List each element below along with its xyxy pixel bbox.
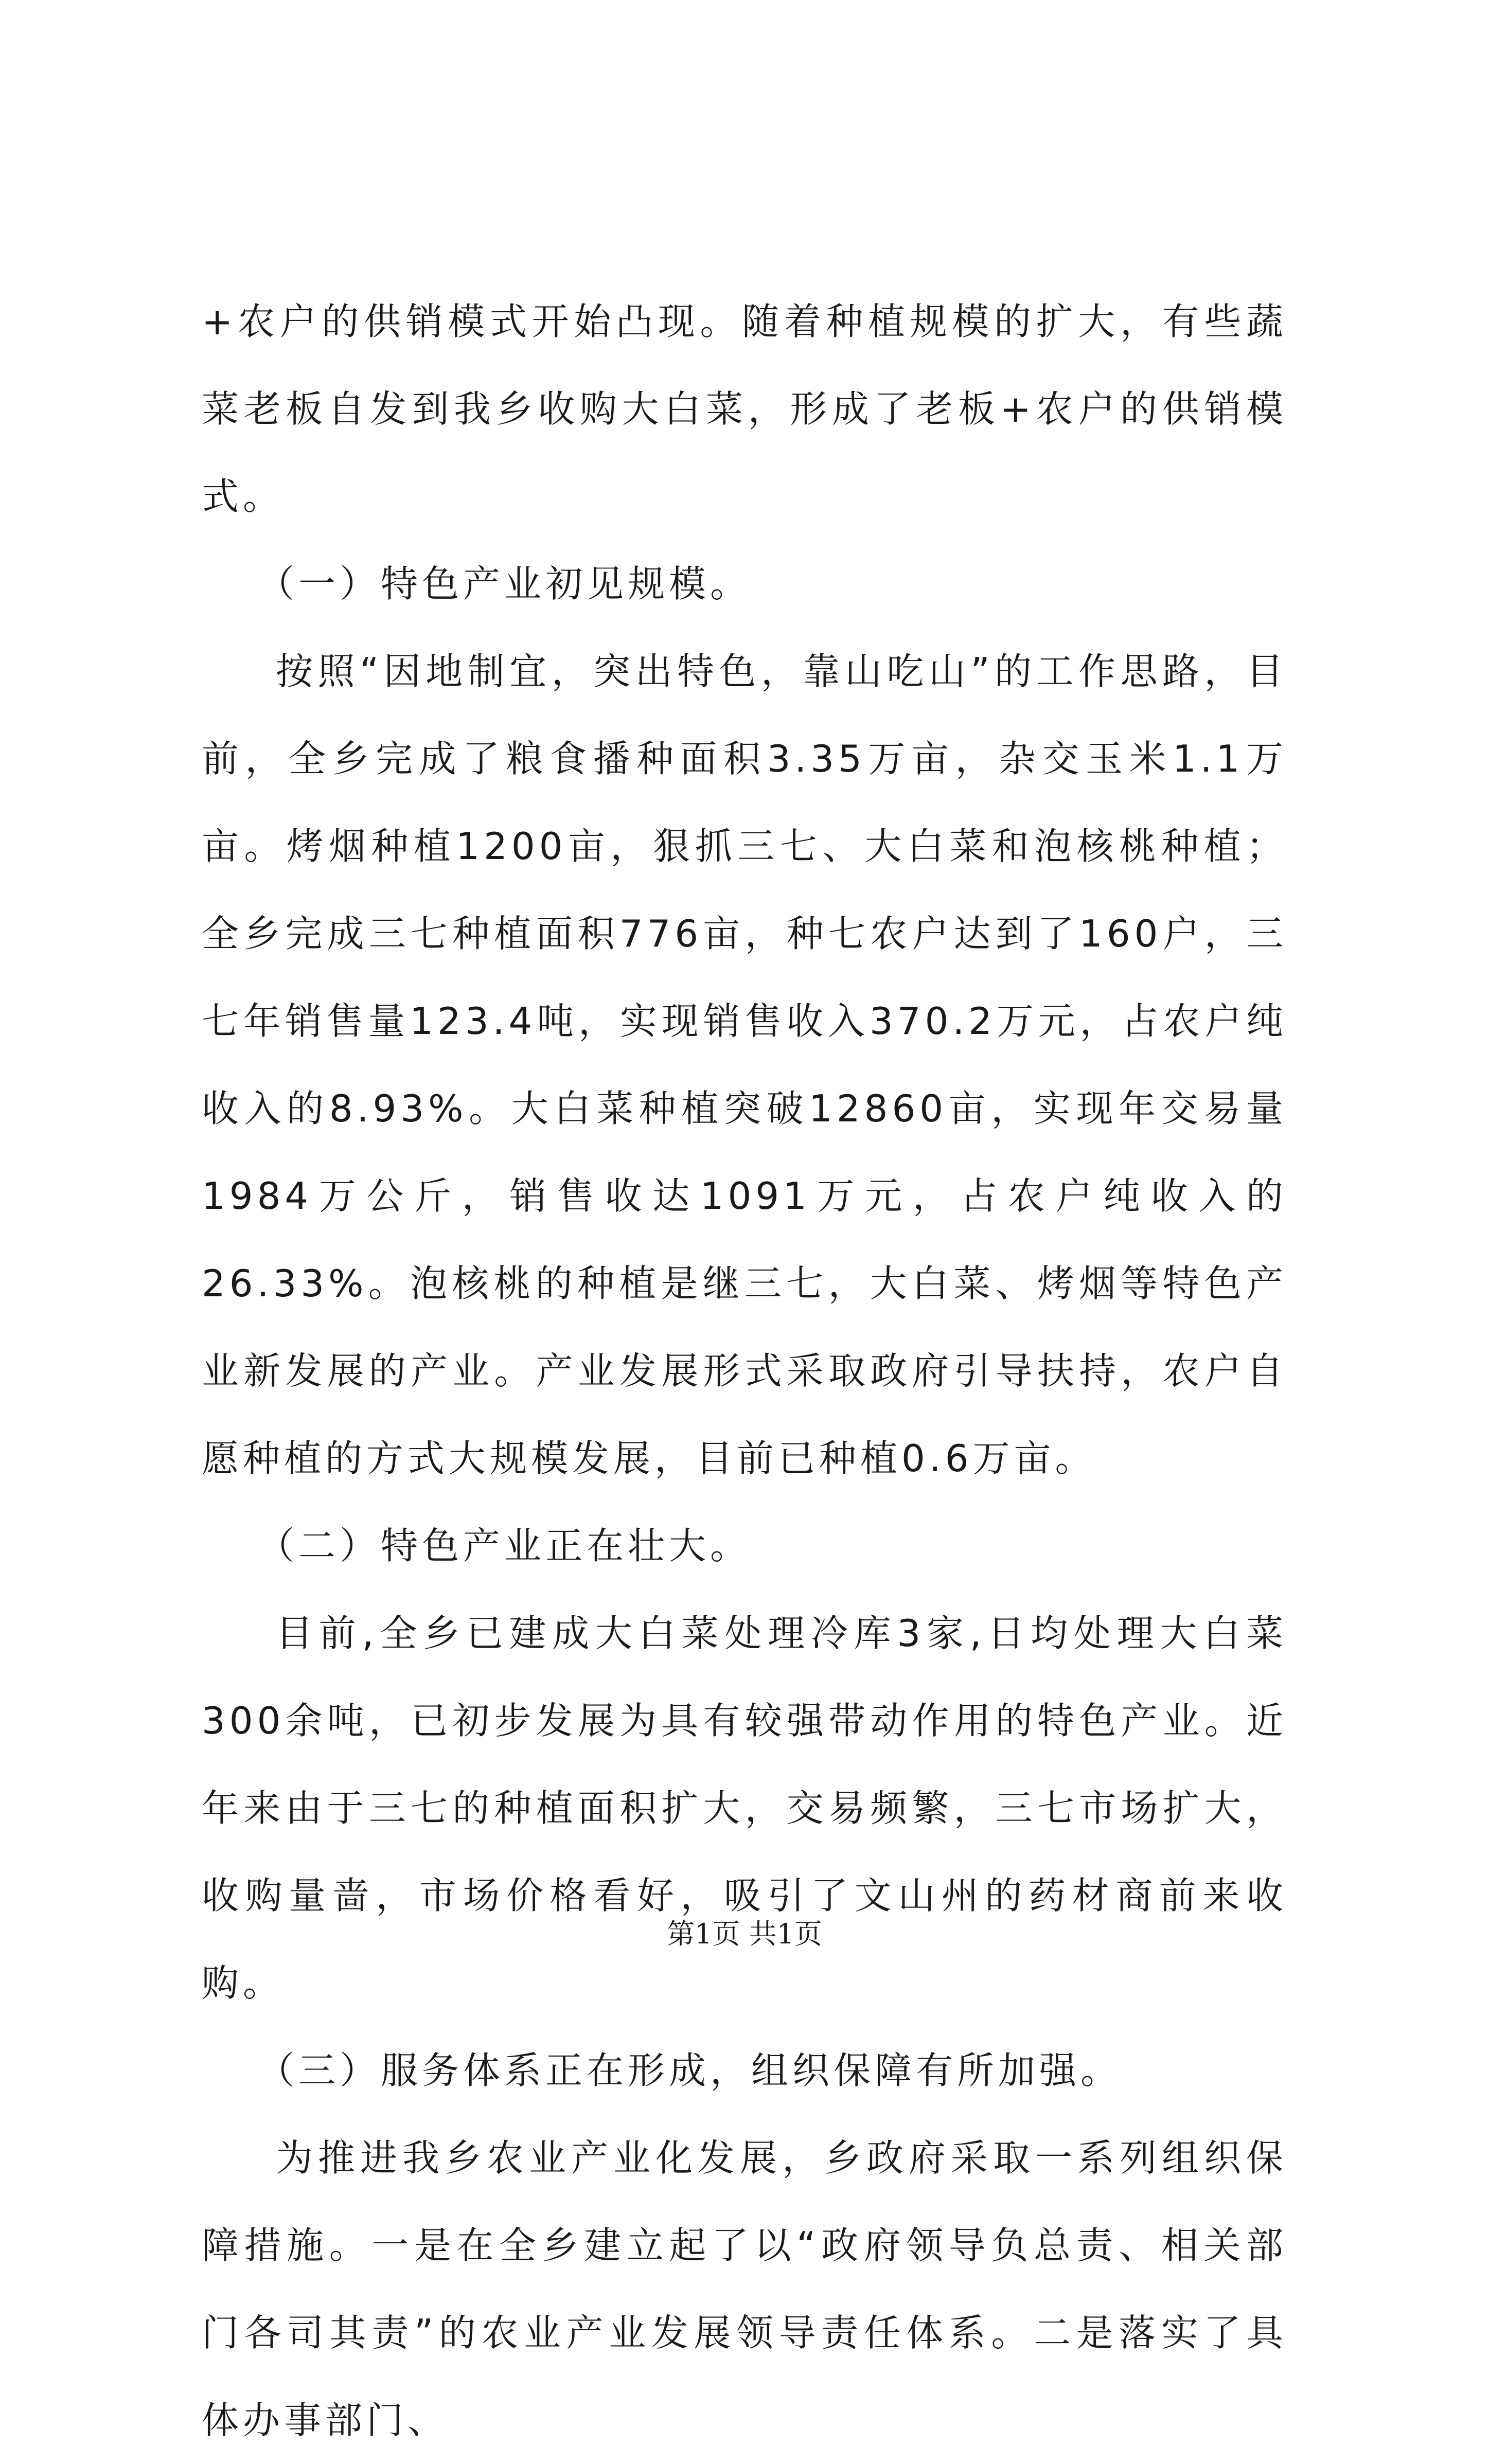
section-heading: （一）特色产业初见规模。 — [257, 562, 752, 605]
body-paragraph: 为推进我乡农业产业化发展，乡政府采取一系列组织保障措施。一是在全乡建立起了以“政府领导负总责、相关部门各司其责”的农业产业发展领导责任体系。二是落实了具体办事部门、 — [202, 2136, 1287, 2442]
document-body — [202, 278, 1287, 2464]
body-paragraph: 按照“因地制宜，突出特色，靠山吃山”的工作思路，目前，全乡完成了粮食播种面积3.35万亩，杂交玉米1.1万亩。烤烟种植1200亩，狠抓三七、大白菜和泡核桃种植；全乡完成三七种植面积776亩，种七农户达到了160户，三七年销售量123.4吨，实现销售收入370.2万元，占农户纯收入的8.93%。大白菜种植突破12860亩，实现年交易量1984万公斤，销售收达1091万元，占农户纯收入的26.33%。泡核桃的种植是继三七，大白菜、烤烟等特色产业新发展的产业。产业发展形式采取政府引导扶持，农户自愿种植的方式大规模发展，目前已种植0.6万亩。 — [202, 650, 1287, 1480]
body-paragraph: 目前,全乡已建成大白菜处理冷库3家,日均处理大白菜300余吨，已初步发展为具有较强带动作用的特色产业。近年来由于三七的种植面积扩大，交易频繁，三七市场扩大，收购量啬，市场价格看好，吸引了文山州的药材商前来收购。 — [202, 1612, 1287, 2005]
page-number-footer: 第1页 共1页 — [667, 1918, 822, 1950]
section-heading: （三）服务体系正在形成，组织保障有所加强。 — [257, 2049, 1122, 2092]
section-heading: （二）特色产业正在壮大。 — [257, 1524, 752, 1567]
body-paragraph: +农户的供销模式开始凸现。随着种植规模的扩大，有些蔬菜老板自发到我乡收购大白菜，形成了老板+农户的供销模式。 — [202, 300, 1287, 518]
